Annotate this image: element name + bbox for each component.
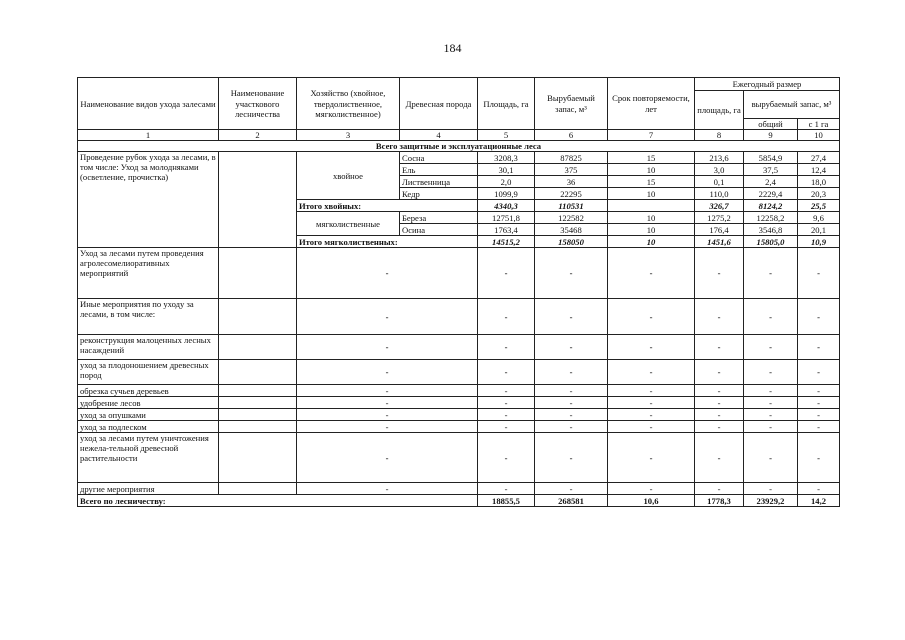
dash-cell: - xyxy=(744,299,798,335)
dash-cell: - xyxy=(478,409,535,421)
dash-cell: - xyxy=(608,433,695,483)
area-cell: 12751,8 xyxy=(478,212,535,224)
annual-area-cell: 1451,6 xyxy=(695,236,744,248)
dash-cell: - xyxy=(478,397,535,409)
dash-cell: - xyxy=(798,421,840,433)
table-row xyxy=(78,421,840,433)
dash-cell: - xyxy=(535,421,608,433)
period-cell: 15 xyxy=(608,176,695,188)
dash-cell: - xyxy=(744,397,798,409)
header-forestry: Наименование участкового лесничества xyxy=(219,78,297,130)
dash-cell: - xyxy=(297,397,478,409)
annual-area-cell: 176,4 xyxy=(695,224,744,236)
grand-total-label: Всего по лесничеству: xyxy=(78,495,478,507)
annual-area-cell: 1275,2 xyxy=(695,212,744,224)
annual-perha-cell: 25,5 xyxy=(798,200,840,212)
page-number: 184 xyxy=(443,41,462,55)
species-cell: Ель xyxy=(400,164,478,176)
care-type-label: уход за подлеском xyxy=(78,421,219,433)
table-row xyxy=(78,433,840,483)
dash-cell: - xyxy=(798,335,840,360)
dash-cell: - xyxy=(535,335,608,360)
annual-perha-cell: 9,6 xyxy=(798,212,840,224)
dash-cell: - xyxy=(535,433,608,483)
stock-cell: 158050 xyxy=(535,236,608,248)
dash-cell: - xyxy=(695,360,744,385)
header-per-ha: с 1 га xyxy=(798,119,840,130)
care-type-label: Иные мероприятия по уходу за лесами, в том числе: xyxy=(78,299,219,335)
annual-area-cell: 110,0 xyxy=(695,188,744,200)
area-cell: 30,1 xyxy=(478,164,535,176)
annual-area-cell: 0,1 xyxy=(695,176,744,188)
dash-cell: - xyxy=(744,248,798,299)
dash-cell: - xyxy=(798,248,840,299)
section-title: Всего защитные и эксплуатационные леса xyxy=(78,141,840,152)
species-cell: Лиственница xyxy=(400,176,478,188)
header-total: общий xyxy=(744,119,798,130)
forestry-cell xyxy=(219,335,297,360)
annual-total-cell: 8124,2 xyxy=(744,200,798,212)
conifer-total-label: Итого хвойных: xyxy=(297,200,478,212)
dash-cell: - xyxy=(478,248,535,299)
period-cell: 10 xyxy=(608,212,695,224)
period-cell: 15 xyxy=(608,152,695,164)
stock-cell: 110531 xyxy=(535,200,608,212)
header-cut-stock: вырубаемый запас, м³ xyxy=(744,91,840,119)
dash-cell: - xyxy=(798,397,840,409)
forestry-cell xyxy=(219,152,297,248)
dash-cell: - xyxy=(695,433,744,483)
dash-cell: - xyxy=(695,397,744,409)
forestry-cell xyxy=(219,483,297,495)
dash-cell: - xyxy=(744,421,798,433)
annual-perha-cell: 14,2 xyxy=(798,495,840,507)
annual-perha-cell: 20,1 xyxy=(798,224,840,236)
col-number: 9 xyxy=(744,130,798,141)
care-type-label: обрезка сучьев деревьев xyxy=(78,385,219,397)
stock-cell: 35468 xyxy=(535,224,608,236)
dash-cell: - xyxy=(744,335,798,360)
dash-cell: - xyxy=(608,421,695,433)
annual-perha-cell: 10,9 xyxy=(798,236,840,248)
dash-cell: - xyxy=(478,385,535,397)
area-cell: 4340,3 xyxy=(478,200,535,212)
dash-cell: - xyxy=(608,385,695,397)
stock-cell: 22295 xyxy=(535,188,608,200)
dash-cell: - xyxy=(535,409,608,421)
header-stock: Вырубаемый запас, м³ xyxy=(535,78,608,130)
table-row xyxy=(78,360,840,385)
dash-cell: - xyxy=(695,483,744,495)
area-cell: 1099,9 xyxy=(478,188,535,200)
dash-cell: - xyxy=(297,335,478,360)
dash-cell: - xyxy=(695,248,744,299)
forestry-cell xyxy=(219,397,297,409)
table-row xyxy=(78,152,840,164)
col-number: 5 xyxy=(478,130,535,141)
section-row xyxy=(78,141,840,152)
dash-cell: - xyxy=(608,360,695,385)
period-cell: 10 xyxy=(608,224,695,236)
table-row xyxy=(78,397,840,409)
dash-cell: - xyxy=(695,335,744,360)
dash-cell: - xyxy=(478,421,535,433)
col-number: 2 xyxy=(219,130,297,141)
forestry-cell xyxy=(219,385,297,397)
annual-total-cell: 2,4 xyxy=(744,176,798,188)
dash-cell: - xyxy=(608,299,695,335)
care-type-label: уход за опушками xyxy=(78,409,219,421)
stock-cell: 375 xyxy=(535,164,608,176)
dash-cell: - xyxy=(478,483,535,495)
softwood-total-label: Итого мягколиственных: xyxy=(297,236,478,248)
grand-total-row xyxy=(78,495,840,507)
header-annual-area: площадь, га xyxy=(695,91,744,130)
area-cell: 1763,4 xyxy=(478,224,535,236)
stock-cell: 268581 xyxy=(535,495,608,507)
col-number: 8 xyxy=(695,130,744,141)
dash-cell: - xyxy=(695,409,744,421)
dash-cell: - xyxy=(478,433,535,483)
annual-total-cell: 37,5 xyxy=(744,164,798,176)
dash-cell: - xyxy=(297,248,478,299)
dash-cell: - xyxy=(744,360,798,385)
header-area: Площадь, га xyxy=(478,78,535,130)
annual-total-cell: 5854,9 xyxy=(744,152,798,164)
dash-cell: - xyxy=(297,299,478,335)
dash-cell: - xyxy=(535,397,608,409)
area-cell: 3208,3 xyxy=(478,152,535,164)
period-cell: 10 xyxy=(608,188,695,200)
dash-cell: - xyxy=(297,433,478,483)
annual-perha-cell: 27,4 xyxy=(798,152,840,164)
softwood-label: мягколиственные xyxy=(297,212,400,236)
dash-cell: - xyxy=(798,360,840,385)
table-row xyxy=(78,385,840,397)
care-type-label: реконструкция малоценных лесных насаждений xyxy=(78,335,219,360)
period-cell xyxy=(608,200,695,212)
dash-cell: - xyxy=(535,360,608,385)
annual-area-cell: 3,0 xyxy=(695,164,744,176)
annual-total-cell: 3546,8 xyxy=(744,224,798,236)
dash-cell: - xyxy=(744,433,798,483)
species-cell: Сосна xyxy=(400,152,478,164)
dash-cell: - xyxy=(608,483,695,495)
forestry-cell xyxy=(219,360,297,385)
dash-cell: - xyxy=(798,483,840,495)
dash-cell: - xyxy=(608,248,695,299)
dash-cell: - xyxy=(297,360,478,385)
conifer-label: хвойное xyxy=(297,152,400,200)
dash-cell: - xyxy=(695,421,744,433)
forestry-cell xyxy=(219,299,297,335)
area-cell: 18855,5 xyxy=(478,495,535,507)
species-cell: Береза xyxy=(400,212,478,224)
col-number: 7 xyxy=(608,130,695,141)
col-number: 6 xyxy=(535,130,608,141)
annual-perha-cell: 20,3 xyxy=(798,188,840,200)
dash-cell: - xyxy=(608,335,695,360)
dash-cell: - xyxy=(744,409,798,421)
col-number: 3 xyxy=(297,130,400,141)
area-cell: 14515,2 xyxy=(478,236,535,248)
table-row xyxy=(78,335,840,360)
col-number: 4 xyxy=(400,130,478,141)
header-economy: Хозяйство (хвойное, твердолиственное, мягколиственное) xyxy=(297,78,400,130)
forest-care-table xyxy=(77,77,840,507)
header-period: Срок повторяемости, лет xyxy=(608,78,695,130)
stock-cell: 36 xyxy=(535,176,608,188)
dash-cell: - xyxy=(608,409,695,421)
stock-cell: 122582 xyxy=(535,212,608,224)
dash-cell: - xyxy=(478,335,535,360)
dash-cell: - xyxy=(297,483,478,495)
care-type-label: уход за лесами путем уничтожения нежела-тельной древесной растительности xyxy=(78,433,219,483)
care-type-label: другие мероприятия xyxy=(78,483,219,495)
annual-perha-cell: 18,0 xyxy=(798,176,840,188)
dash-cell: - xyxy=(535,483,608,495)
dash-cell: - xyxy=(608,397,695,409)
dash-cell: - xyxy=(297,421,478,433)
species-cell: Осина xyxy=(400,224,478,236)
period-cell: 10 xyxy=(608,164,695,176)
annual-area-cell: 1778,3 xyxy=(695,495,744,507)
species-cell: Кедр xyxy=(400,188,478,200)
dash-cell: - xyxy=(798,385,840,397)
col-number: 1 xyxy=(78,130,219,141)
dash-cell: - xyxy=(798,433,840,483)
thinning-label: Проведение рубок ухода за лесами, в том числе: Уход за молодняками (осветление, прочистка) xyxy=(78,152,219,248)
annual-area-cell: 326,7 xyxy=(695,200,744,212)
annual-total-cell: 2229,4 xyxy=(744,188,798,200)
annual-total-cell: 15805,0 xyxy=(744,236,798,248)
header-care-type: Наименование видов ухода залесами xyxy=(78,78,219,130)
dash-cell: - xyxy=(535,385,608,397)
period-cell: 10,6 xyxy=(608,495,695,507)
period-cell: 10 xyxy=(608,236,695,248)
dash-cell: - xyxy=(798,299,840,335)
dash-cell: - xyxy=(535,299,608,335)
annual-perha-cell: 12,4 xyxy=(798,164,840,176)
forestry-cell xyxy=(219,421,297,433)
stock-cell: 87825 xyxy=(535,152,608,164)
annual-total-cell: 12258,2 xyxy=(744,212,798,224)
dash-cell: - xyxy=(744,483,798,495)
dash-cell: - xyxy=(297,385,478,397)
column-numbers-row xyxy=(78,130,840,141)
dash-cell: - xyxy=(535,248,608,299)
care-type-label: удобрение лесов xyxy=(78,397,219,409)
header-annual: Ежегодный размер xyxy=(695,78,840,91)
header-species: Древесная порода xyxy=(400,78,478,130)
dash-cell: - xyxy=(744,385,798,397)
care-type-label: Уход за лесами путем проведения агролесомелиоративных мероприятий xyxy=(78,248,219,299)
table-row xyxy=(78,248,840,299)
area-cell: 2,0 xyxy=(478,176,535,188)
dash-cell: - xyxy=(695,385,744,397)
annual-total-cell: 23929,2 xyxy=(744,495,798,507)
header-row-1 xyxy=(78,78,840,91)
dash-cell: - xyxy=(297,409,478,421)
table-row xyxy=(78,409,840,421)
dash-cell: - xyxy=(478,360,535,385)
col-number: 10 xyxy=(798,130,840,141)
forestry-cell xyxy=(219,248,297,299)
care-type-label: уход за плодоношением древесных пород xyxy=(78,360,219,385)
table-row xyxy=(78,483,840,495)
dash-cell: - xyxy=(798,409,840,421)
forestry-cell xyxy=(219,433,297,483)
forestry-cell xyxy=(219,409,297,421)
dash-cell: - xyxy=(695,299,744,335)
dash-cell: - xyxy=(478,299,535,335)
annual-area-cell: 213,6 xyxy=(695,152,744,164)
table-row xyxy=(78,299,840,335)
